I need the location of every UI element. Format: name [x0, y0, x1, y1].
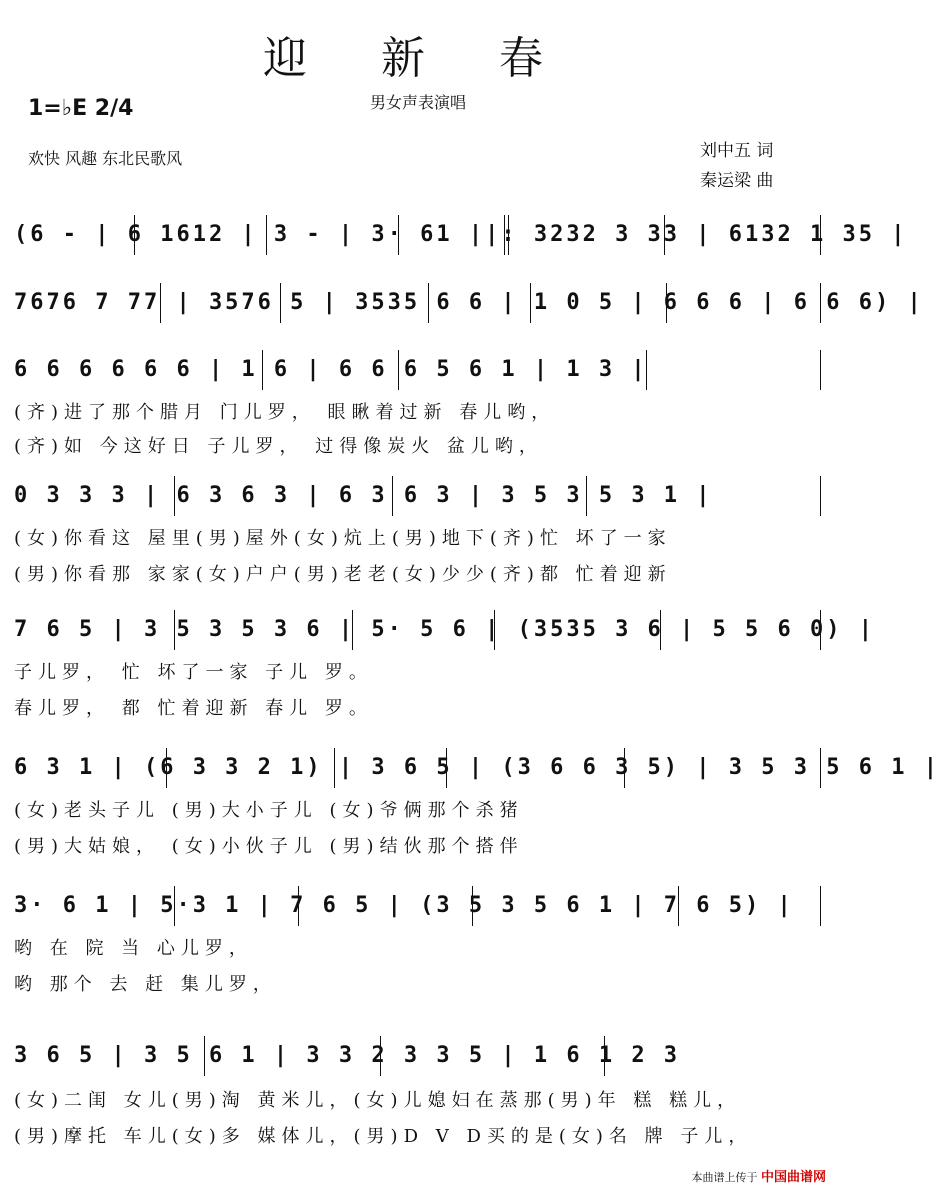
score-row — [14, 283, 924, 323]
song-subtitle: 男女声表演唱 — [369, 93, 466, 112]
score-row — [14, 350, 822, 390]
notation-line: 6 6 6 6 6 6 | 1 6 | 6 6 6 5 6 1 | 1 3 | — [14, 357, 648, 382]
lyrics-verse-2: (男)摩托 车儿(女)多 媒体儿，(男)D V D买的是(女)名 牌 子儿， — [14, 1126, 753, 1147]
score-row — [14, 215, 908, 255]
notation-line: 3 6 5 | 3 5 6 1 | 3 3 2 3 3 5 | 1 6 1 2 3 — [14, 1043, 681, 1068]
lyrics-verse-2: (男)你看那 家家(女)户户(男)老老(女)少少(齐)都 忙着迎新 — [14, 564, 672, 585]
lyrics-verse-1: (女)你看这 屋里(男)屋外(女)炕上(男)地下(齐)忙 坏了一家 — [14, 528, 672, 549]
footer-text: 本曲谱上传于 — [691, 1171, 758, 1184]
lyrics-verse-2: (男)大姑娘， (女)小伙子儿 (男)结伙那个搭伴 — [14, 836, 524, 857]
notation-line: (6 - | 6 1612 | 3 - | 3· 61 ||: 3232 3 33 | 6132 1 35 | — [14, 222, 908, 247]
notation-line: 0 3 3 3 | 6 3 6 3 | 6 3 6 3 | 3 5 3 5 3 1 | — [14, 483, 713, 508]
key-signature: 1=♭E 2/4 — [28, 96, 134, 121]
notation-line: 6 3 1 | (6 3 3 2 1) | 3 6 5 | (3 6 6 3 5) | 3 5 3 5 6 1 | — [14, 755, 940, 780]
lyrics-verse-1: 子儿罗， 忙 坏了一家 子儿 罗。 — [14, 662, 373, 683]
notation-line: 7 6 5 | 3 5 3 5 3 6 | 5· 5 6 | (3535 3 6 | 5 5 6 0) | — [14, 617, 875, 642]
notation-line: 3· 6 1 | 5·3 1 | 7 6 5 | (3 5 3 5 6 1 | 7 6 5) | — [14, 893, 794, 918]
composer-credit: 秦运梁 曲 — [700, 171, 774, 191]
notation-line: 7676 7 77 | 3576 5 | 3535 6 6 | 1 0 5 | 6 6 6 | 6 6 6) | — [14, 290, 924, 315]
lyrics-verse-1: (齐)进了那个腊月 门儿罗， 眼瞅着过新 春儿哟， — [14, 402, 556, 423]
song-title: 迎 新 春 — [263, 33, 573, 84]
lyrics-verse-1: (女)老头子儿 (男)大小子儿 (女)爷俩那个杀猪 — [14, 800, 524, 821]
score-row — [14, 476, 822, 516]
lyrics-verse-2: (齐)如 今这好日 子儿罗， 过得像炭火 盆儿哟， — [14, 436, 543, 457]
footer-credit — [691, 1166, 826, 1185]
lyrics-verse-2: 哟 那个 去 赶 集儿罗， — [14, 974, 277, 995]
lyricist-credit: 刘中五 词 — [700, 141, 774, 161]
site-logo: 中国曲谱网 — [760, 1170, 826, 1185]
lyrics-verse-2: 春儿罗， 都 忙着迎新 春儿 罗。 — [14, 698, 373, 719]
lyrics-verse-1: 哟 在 院 当 心儿罗， — [14, 938, 253, 959]
tempo-marking: 欢快 风趣 东北民歌风 — [28, 149, 183, 168]
lyrics-verse-1: (女)二闺 女儿(男)淘 黄米儿，(女)儿媳妇在蒸那(男)年 糕 糕儿， — [14, 1090, 742, 1111]
score-row — [14, 1036, 822, 1076]
score-row — [14, 748, 940, 788]
score-row — [14, 886, 822, 926]
score-row — [14, 610, 875, 650]
